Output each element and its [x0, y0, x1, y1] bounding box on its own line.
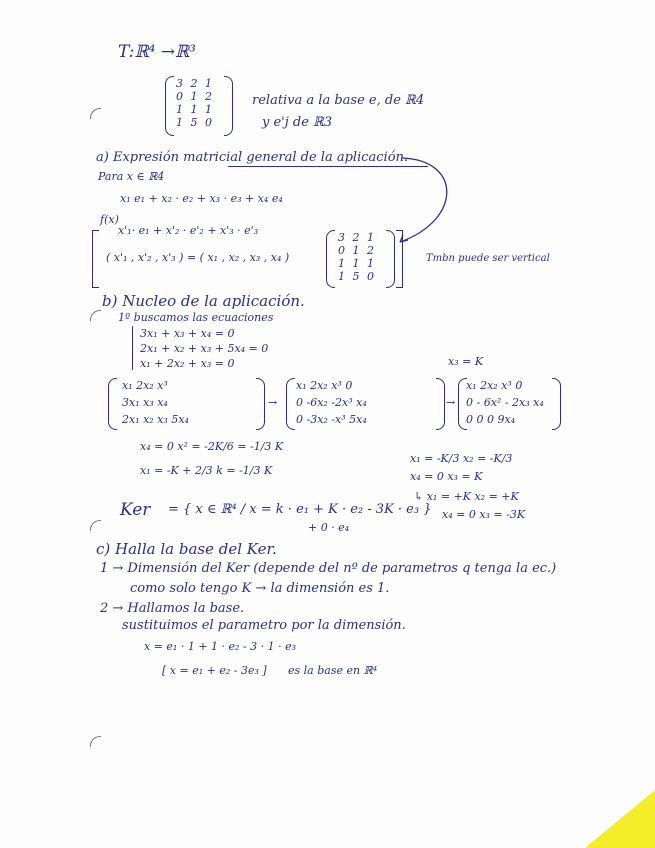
- section-a-text: ( x'₁ , x'₂ , x'₃ ) = ( x₁ , x₂ , x₃ , x₄ ): [106, 251, 290, 264]
- equation: x₁ + 2x₂ + x₃ = 0: [140, 357, 235, 370]
- ring-hole-mark: [90, 108, 101, 119]
- equation: 2x₁ + x₂ + x₃ + 5x₄ = 0: [140, 342, 269, 355]
- section-a-heading: a) Expresión matricial general de la aplicación.: [96, 150, 409, 165]
- matrix-bracket-left: [286, 378, 295, 430]
- param-note: x₃ = K: [448, 355, 484, 368]
- matrix-row: 0 0 0 9x₄: [466, 413, 516, 426]
- ring-hole-mark: [90, 310, 101, 321]
- section-a-text: f(x): [100, 213, 119, 226]
- matrix-caption: y e'j de ℝ3: [262, 115, 333, 130]
- section-b-text: 1º buscamos las ecuaciones: [118, 311, 274, 324]
- matrix-row: 0 -6x₂ -2x³ x₄: [296, 396, 367, 409]
- matrix-row: 2x₁ x₂ x₃ 5x₄: [122, 413, 189, 426]
- page-title: T:ℝ⁴ →ℝ³: [118, 42, 196, 62]
- section-a-text: Para x ∈ ℝ4: [98, 170, 165, 183]
- matrix-bracket-left: [165, 76, 174, 136]
- highlighter-corner: [585, 790, 655, 848]
- section-c-heading: c) Halla la base del Ker.: [96, 540, 277, 558]
- connector-arrow-icon: [392, 150, 472, 250]
- matrix-row: 3 2 1: [176, 77, 214, 90]
- ring-hole-mark: [90, 520, 101, 531]
- section-c-text: como solo tengo K → la dimensión es 1.: [130, 581, 390, 596]
- matrix-caption: relativa a la base e, de ℝ4: [252, 93, 425, 108]
- section-c-result-text: es la base en ℝ⁴: [288, 664, 378, 677]
- matrix-row: 3x₁ x₃ x₄: [122, 396, 168, 409]
- matrix-row: 0 1 2: [176, 90, 214, 103]
- arrow-icon: →: [268, 396, 278, 409]
- section-a-text: x'₁· e₁ + x'₂ · e'₂ + x'₃ · e'₃: [118, 224, 259, 237]
- section-a-text: x₁ e₁ + x₂ · e₂ + x₃ · e₃ + x₄ e₄: [120, 192, 283, 205]
- matrix-row: 0 - 6x² - 2x₃ x₄: [466, 396, 544, 409]
- matrix-row: 1 1 1: [176, 103, 214, 116]
- solution-line: x₄ = 0 x₃ = K: [410, 470, 483, 483]
- matrix-row: 3 2 1: [338, 231, 376, 244]
- matrix-bracket-right: [552, 378, 561, 430]
- section-c-equation: x = e₁ · 1 + 1 · e₂ - 3 · 1 · e₃: [144, 640, 297, 653]
- section-b-heading: b) Nucleo de la aplicación.: [102, 292, 305, 310]
- matrix-row: 1 5 0: [176, 116, 214, 129]
- section-c-text: 1 → Dimensión del Ker (depende del nº de parametros q tenga la ec.): [100, 561, 557, 576]
- matrix-bracket-right: [436, 378, 445, 430]
- section-c-text: 2 → Hallamos la base.: [100, 601, 245, 616]
- arrow-icon: →: [446, 396, 456, 409]
- solution-line: x₁ = -K/3 x₂ = -K/3: [410, 452, 513, 465]
- section-c-result: [ x = e₁ + e₂ - 3e₃ ]: [162, 664, 267, 677]
- section-c-text: sustituimos el parametro por la dimensión.: [122, 618, 406, 633]
- solution-line: ↳ x₁ = +K x₂ = +K: [414, 490, 519, 503]
- matrix-bracket-right: [224, 76, 233, 136]
- matrix-row: x₁ 2x₂ x³ 0: [466, 379, 523, 392]
- square-bracket-left: [92, 230, 99, 288]
- equation: 3x₁ + x₃ + x₄ = 0: [140, 327, 235, 340]
- system-brace: [132, 326, 133, 370]
- ring-hole-mark: [90, 736, 101, 747]
- matrix-row: x₁ 2x₂ x³ 0: [296, 379, 353, 392]
- solution-line: x₄ = 0 x₃ = -3K: [442, 508, 526, 521]
- matrix-row: x₁ 2x₂ x³: [122, 379, 168, 392]
- ker-definition: = { x ∈ ℝ⁴ / x = k · e₁ + K · e₂ - 3K · e₃ }: [168, 502, 432, 517]
- matrix-row: 1 5 0: [338, 270, 376, 283]
- ker-label: Ker: [120, 500, 151, 520]
- matrix-bracket-right: [256, 378, 265, 430]
- side-note: Tmbn puede ser vertical: [426, 253, 550, 264]
- ker-definition: + 0 · e₄: [308, 521, 350, 534]
- solution-line: x₁ = -K + 2/3 k = -1/3 K: [140, 464, 273, 477]
- matrix-row: 0 1 2: [338, 244, 376, 257]
- matrix-bracket-left: [326, 230, 335, 288]
- matrix-row: 1 1 1: [338, 257, 376, 270]
- matrix-bracket-left: [108, 378, 117, 430]
- matrix-row: 0 -3x₂ -x³ 5x₄: [296, 413, 367, 426]
- solution-line: x₄ = 0 x² = -2K/6 = -1/3 K: [140, 440, 284, 453]
